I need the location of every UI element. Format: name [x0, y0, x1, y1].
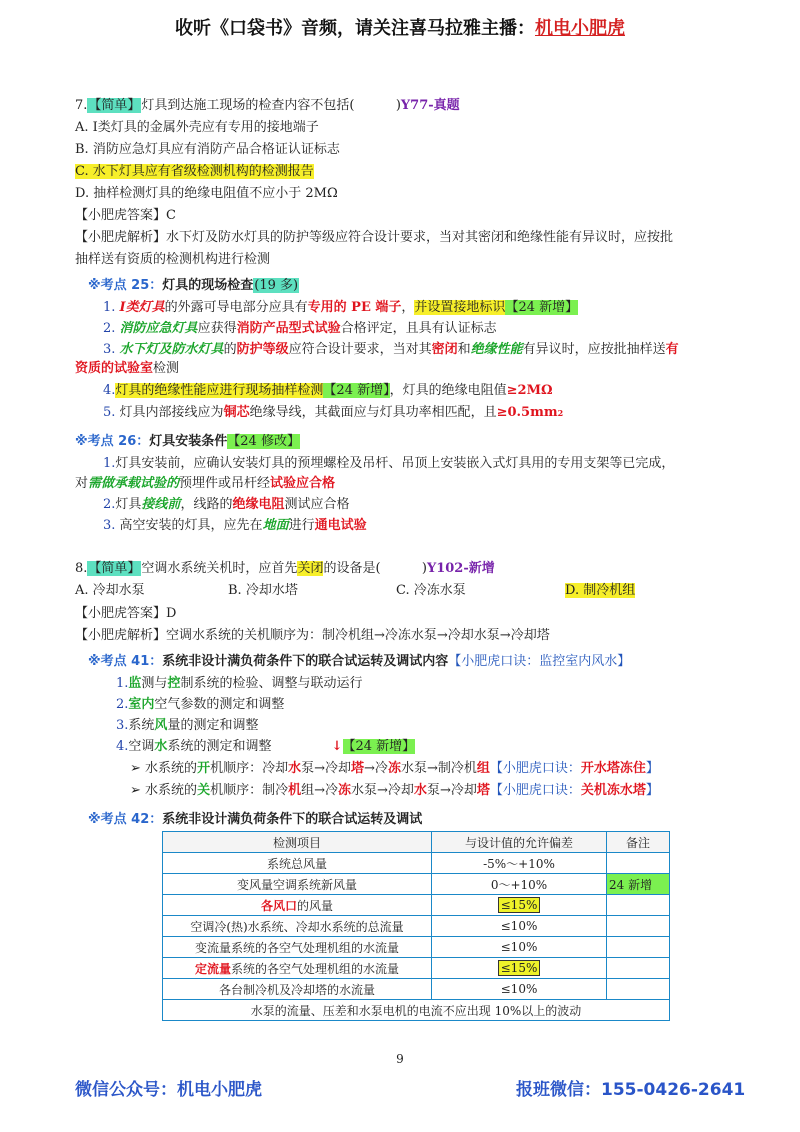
q8-answer: 【小肥虎答案】D [75, 606, 177, 621]
q7-stem: 7.【简单】灯具到达施工现场的检查内容不包括( )Y77-真题 [75, 98, 460, 113]
question-source: Y102-新增 [426, 561, 495, 576]
kp41-item-2: 2.室内空气参数的测定和调整 [116, 697, 285, 712]
kp25-item-5: 5. 灯具内部接线应为铜芯绝缘导线，其截面应与灯具功率相匹配，且$\ge 0.5mm^2$ [103, 405, 564, 420]
kp25-heading: ※考点 25：灯具的现场检查(19 多) [88, 278, 299, 293]
kp41-close-sequence: ➢ 水系统的关机顺序：制冷机组→冷冻水泵→冷却水泵→冷却塔【小肥虎口诀：关机冻水塔】 [130, 783, 659, 798]
q8-option-c: C. 冷冻水泵 [396, 583, 466, 598]
question-source: Y77-真题 [400, 98, 460, 113]
kp26-item-3: 3. 高空安装的灯具，应先在地面进行通电试验 [103, 518, 367, 533]
table-row: 各台制冷机及冷却塔的水流量 ≤10% [163, 979, 670, 1000]
table-header-row [163, 832, 670, 853]
q8-stem: 8.【简单】空调水系统关机时，应首先关闭的设备是( )Y102-新增 [75, 561, 495, 576]
kp26-item-1-cont: 对需做承载试验的预埋件或吊杆经试验应合格 [75, 476, 336, 491]
kp42-heading: ※考点 42：系统非设计满负荷条件下的联合试运转及调试 [88, 812, 423, 827]
table-row: 空调冷(热)水系统、冷却水系统的总流量 ≤10% [163, 916, 670, 937]
q7-option-b: B. 消防应急灯具应有消防产品合格证认证标志 [75, 142, 340, 157]
footer-wechat-account: 微信公众号：机电小肥虎 [75, 1080, 262, 1100]
kp41-item-1: 1.监测与控制系统的检验、调整与联动运行 [116, 676, 363, 691]
kp25-item-2: 2. 消防应急灯具应获得消防产品型式试验合格评定，且具有认证标志 [103, 321, 497, 336]
q7-analysis: 【小肥虎解析】水下灯及防水灯具的防护等级应符合设计要求，当对其密闭和绝缘性能有异议时，应按批 [75, 230, 674, 245]
kp26-item-1: 1.灯具安装前，应确认安装灯具的预埋螺栓及吊杆、吊顶上安装嵌入式灯具用的专用支架等已完成， [103, 456, 675, 471]
difficulty-tag: 【简单】 [88, 98, 141, 113]
page-number: 9 [396, 1052, 404, 1066]
header-prefix: 收听《口袋书》音频，请关注喜马拉雅主播： [175, 18, 535, 39]
footer-contact: 报班微信：155-0426-2641 [516, 1080, 746, 1100]
q7-answer: 【小肥虎答案】C [75, 208, 176, 223]
table-row: 水泵的流量、压差和水泵电机的电流不应出现 10%以上的波动 [163, 1000, 670, 1021]
page-header [0, 14, 800, 40]
kp26-heading: ※考点 26：灯具安装条件【24 修改】 [75, 434, 300, 449]
q8-option-a: A. 冷却水泵 [75, 583, 145, 598]
kp41-item-3: 3.系统风量的测定和调整 [116, 718, 259, 733]
kp41-item-4: 4.空调水系统的测定和调整 ↓【24 新增】 [116, 739, 416, 754]
kp41-open-sequence: ➢ 水系统的开机顺序：冷却水泵→冷却塔→冷冻水泵→制冷机组【小肥虎口诀：开水塔冻住】 [130, 761, 659, 776]
q7-option-d: D. 抽样检测灯具的绝缘电阻值不应小于 2MΩ [75, 186, 338, 201]
q7-option-a: A. Ⅰ类灯具的金属外壳应有专用的接地端子 [75, 120, 319, 135]
kp26-item-2: 2.灯具接线前，线路的绝缘电阻测试应合格 [103, 497, 350, 512]
table-row: 各风口的风量 ≤15% [163, 895, 670, 916]
table-header: 检测项目 [163, 832, 432, 853]
table-row: 定流量系统的各空气处理机组的水流量 ≤15% [163, 958, 670, 979]
kp25-item-3-cont: 资质的试验室检测 [75, 361, 180, 376]
kp25-item-1: 1. Ⅰ类灯具的外露可导电部分应具有专用的 PE 端子，并设置接地标识【24 新增】 [103, 300, 579, 315]
q7-analysis-cont: 抽样送有资质的检测机构进行检测 [75, 252, 271, 267]
table-row: 变流量系统的各空气处理机组的水流量 ≤10% [163, 937, 670, 958]
table-header: 与设计值的允许偏差 [432, 832, 607, 853]
q8-option-d: D. 制冷机组 [565, 583, 636, 598]
difficulty-tag: 【简单】 [88, 561, 141, 576]
deviation-table [162, 831, 670, 1021]
kp25-item-3: 3. 水下灯及防水灯具的防护等级应符合设计要求，当对其密闭和绝缘性能有异议时，应按批抽样送有 [103, 342, 679, 357]
q8-option-b: B. 冷却水塔 [228, 583, 298, 598]
q8-analysis: 【小肥虎解析】空调水系统的关机顺序为：制冷机组→冷冻水泵→冷却水泵→冷却塔 [75, 628, 550, 643]
q7-option-c: C. 水下灯具应有省级检测机构的检测报告 [75, 164, 314, 179]
header-host: 机电小肥虎 [535, 18, 625, 39]
table-header: 备注 [607, 832, 670, 853]
table-row: 变风量空调系统新风量 0～+10% 24 新增 [163, 874, 670, 895]
kp25-item-4: 4.灯具的绝缘性能应进行现场抽样检测【24 新增】，灯具的绝缘电阻值≥2MΩ [103, 383, 553, 398]
down-arrow-icon: ↓ [331, 739, 343, 754]
kp41-heading: ※考点 41：系统非设计满负荷条件下的联合试运转及调试内容【小肥虎口诀：监控室内风水】 [88, 654, 631, 669]
table-row: 系统总风量 -5%～+10% [163, 853, 670, 874]
